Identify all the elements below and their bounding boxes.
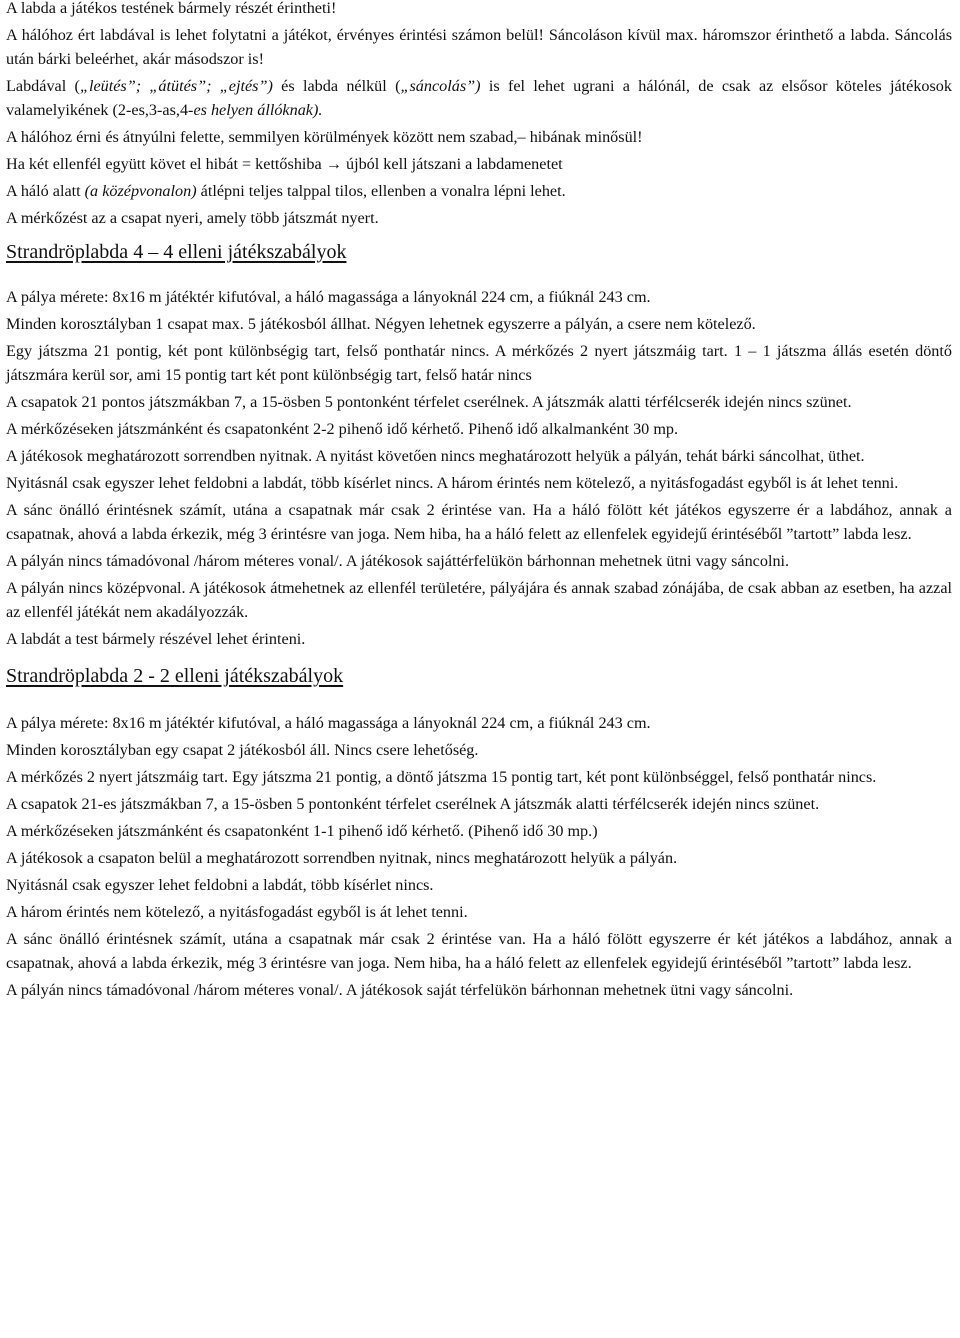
rule-net-reach: A hálóhoz érni és átnyúlni felette, semmilyen körülmények között nem szabad,– hibának minősül!: [6, 128, 643, 146]
paragraph: A mérkőzéseken játszmánként és csapatonként 2-2 pihenő idő kérhető. Pihenő idő alkalmanként 30 mp.: [6, 420, 679, 438]
intro-rules: [6, 0, 952, 230]
paragraph: Nyitásnál csak egyszer lehet feldobni a labdát, több kísérlet nincs.: [6, 876, 434, 894]
paragraph: A labdát a test bármely részével lehet érinteni.: [6, 630, 306, 648]
paragraph: A játékosok a csapaton belül a meghatározott sorrendben nyitnak, nincs meghatározott helyük a pályán.: [6, 849, 678, 867]
paragraph: A pályán nincs középvonal. A játékosok átmehetnek az ellenfél területére, pályájára és annak szabad zónájába, de csak abban az esetben, ha azzal az ellenfél játékát nem akadályozzák.: [6, 579, 952, 621]
paragraph: A csapatok 21 pontos játszmákban 7, a 15-ösben 5 pontonként térfelet cserélnek. A játszmák alatti térfélcserék idején nincs szünet.: [6, 393, 852, 411]
rule-net-touch-ball: A hálóhoz ért labdával is lehet folytatni a játékot, érvényes érintési számon belül! Sáncoláson kívül max. háromszor érinthető a labda. Sáncolás után bárki beleérhet, akár másodszor is!: [6, 26, 952, 68]
paragraph: A sánc önálló érintésnek számít, utána a csapatnak már csak 2 érintése van. Ha a háló fölött két játékos egyszerre ér a labdához, annak a csapatnak, ahová a labda érkezik, még 3 érintésre van joga. Nem hiba, ha a háló felett az ellenfelek egyidejű érintéséből ”tartott” labda lesz.: [6, 501, 952, 543]
rule-ball-contact: A labda a játékos testének bármely részét érintheti!: [6, 0, 337, 17]
rule-double-fault: Ha két ellenfél együtt követ el hibát = kettőshiba → újból kell játszani a labdamenetet: [6, 155, 563, 173]
paragraph: Nyitásnál csak egyszer lehet feldobni a labdát, több kísérlet nincs. A három érintés nem kötelező, a nyitásfogadást egyből is át lehet tenni.: [6, 474, 899, 492]
paragraph: A játékosok meghatározott sorrendben nyitnak. A nyitást követően nincs meghatározott helyük a pályán, tehát bárki sáncolhat, üthet.: [6, 447, 865, 465]
section-4v4-rules: [6, 285, 952, 651]
paragraph: Egy játszma 21 pontig, két pont különbségig tart, felső ponthatár nincs. A mérkőzés 2 nyert játszmáig tart. 1 – 1 játszma állás esetén döntő játszmára kerül sor, ami 15 pontig tart két pont különbségig tart, felső határ nincs: [6, 342, 952, 384]
paragraph: A mérkőzéseken játszmánként és csapatonként 1-1 pihenő idő kérhető. (Pihenő idő 30 mp.): [6, 822, 598, 840]
paragraph: A pálya mérete: 8x16 m játéktér kifutóval, a háló magassága a lányoknál 224 cm, a fiúknál 243 cm.: [6, 288, 651, 306]
paragraph: A pálya mérete: 8x16 m játéktér kifutóval, a háló magassága a lányoknál 224 cm, a fiúknál 243 cm.: [6, 714, 651, 732]
paragraph: A csapatok 21-es játszmákban 7, a 15-ösben 5 pontonként térfelet cserélnek A játszmák alatti térfélcserék idején nincs szünet.: [6, 795, 820, 813]
section-2v2-rules: [6, 711, 952, 1002]
paragraph: Minden korosztályban 1 csapat max. 5 játékosból állhat. Négyen lehetnek egyszerre a pályán, a csere nem kötelező.: [6, 315, 756, 333]
rule-match-winner: A mérkőzést az a csapat nyeri, amely több játszmát nyert.: [6, 209, 379, 227]
section-title-2v2: Strandröplabda 2 - 2 elleni játékszabályok: [6, 665, 344, 687]
paragraph: A mérkőzés 2 nyert játszmáig tart. Egy játszma 21 pontig, a döntő játszma 15 pontig tart, két pont különbséggel, felső ponthatár nincs.: [6, 768, 877, 786]
paragraph: A három érintés nem kötelező, a nyitásfogadást egyből is át lehet tenni.: [6, 903, 468, 921]
paragraph: Minden korosztályban egy csapat 2 játékosból áll. Nincs csere lehetőség.: [6, 741, 479, 759]
rule-centerline: A háló alatt (a középvonalon) átlépni teljes talppal tilos, ellenben a vonalra lépni lehet.: [6, 182, 566, 200]
rule-jump-at-net: Labdával („leütés”; „átütés”; „ejtés”) és labda nélkül („sáncolás”) is fel lehet ugrani a hálónál, de csak az elsősor köteles játékosok valamelyikének (2-es,3-as,4-es helyen állóknak).: [6, 77, 952, 119]
paragraph: A pályán nincs támadóvonal /három méteres vonal/. A játékosok saját térfelükön bárhonnan mehetnek ütni vagy sáncolni.: [6, 981, 794, 999]
paragraph: A sánc önálló érintésnek számít, utána a csapatnak már csak 2 érintése van. Ha a háló fölött egyszerre ér két játékos a labdához, annak a csapatnak, ahová a labda érkezik, még 3 érintésre van joga. Nem hiba, ha a háló felett az ellenfelek egyidejű érintéséből ”tartott” labda lesz.: [6, 930, 952, 972]
paragraph: A pályán nincs támadóvonal /három méteres vonal/. A játékosok sajáttérfelükön bárhonnan mehetnek ütni vagy sáncolni.: [6, 552, 790, 570]
section-title-4v4: Strandröplabda 4 – 4 elleni játékszabályok: [6, 241, 347, 263]
